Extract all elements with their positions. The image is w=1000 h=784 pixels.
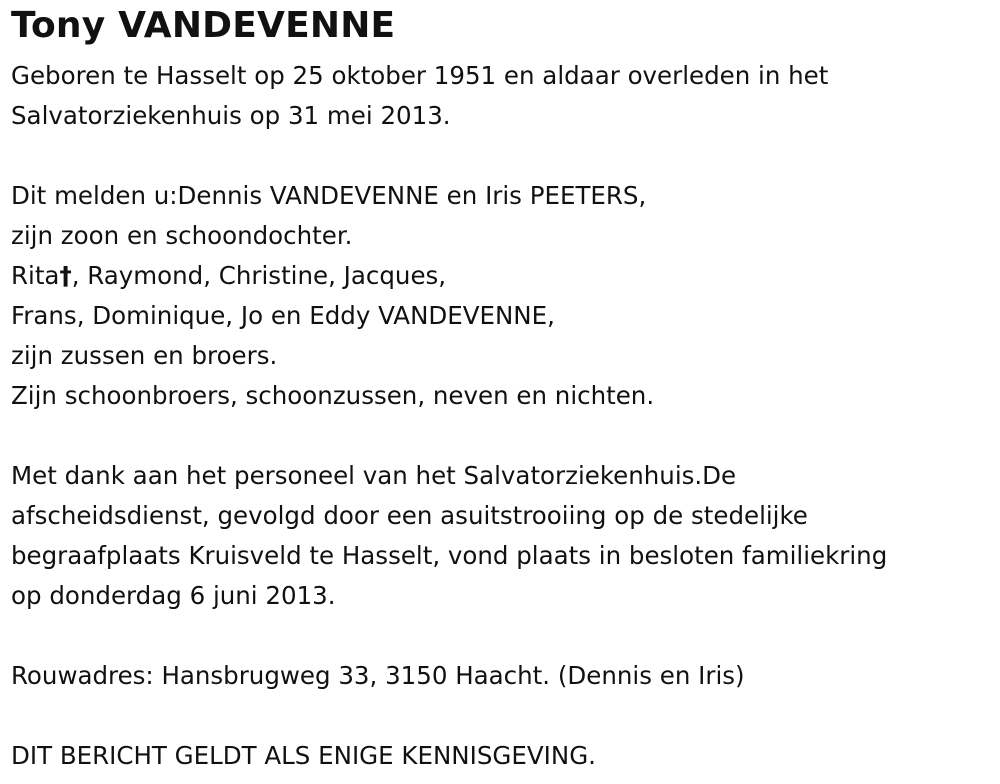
spacer xyxy=(11,696,991,736)
intro-line: Salvatorziekenhuis op 31 mei 2013. xyxy=(11,101,451,130)
mourning-address: Rouwadres: Hansbrugweg 33, 3150 Haacht. (Dennis en Iris) xyxy=(11,661,745,690)
family-paragraph xyxy=(11,176,991,416)
thanks-line: op donderdag 6 juni 2013. xyxy=(11,581,336,610)
thanks-line: afscheidsdienst, gevolgd door een asuitstrooiing op de stedelijke xyxy=(11,501,808,530)
spacer xyxy=(11,416,991,456)
family-line-siblings xyxy=(11,256,991,296)
thanks-paragraph xyxy=(11,456,991,616)
intro-paragraph xyxy=(11,56,991,136)
sibling-name-rita: Rita xyxy=(11,261,60,290)
thanks-line: begraafplaats Kruisveld te Hasselt, vond plaats in besloten familiekring xyxy=(11,541,888,570)
family-line: Frans, Dominique, Jo en Eddy VANDEVENNE, xyxy=(11,301,555,330)
family-line: zijn zussen en broers. xyxy=(11,341,278,370)
deceased-name: Tony VANDEVENNE xyxy=(11,5,396,46)
sole-notice: DIT BERICHT GELDT ALS ENIGE KENNISGEVING. xyxy=(11,741,596,770)
intro-line: Geboren te Hasselt op 25 oktober 1951 en aldaar overleden in het xyxy=(11,61,829,90)
thanks-line: Met dank aan het personeel van het Salvatorziekenhuis.De xyxy=(11,461,737,490)
spacer xyxy=(11,616,991,656)
family-line: Zijn schoonbroers, schoonzussen, neven en nichten. xyxy=(11,381,655,410)
family-line: Dit melden u:Dennis VANDEVENNE en Iris PEETERS, xyxy=(11,181,647,210)
spacer xyxy=(11,136,991,176)
family-line: zijn zoon en schoondochter. xyxy=(11,221,353,250)
cross-icon: † xyxy=(59,261,72,290)
sibling-names: , Raymond, Christine, Jacques, xyxy=(71,261,447,290)
obituary-notice xyxy=(11,0,991,776)
